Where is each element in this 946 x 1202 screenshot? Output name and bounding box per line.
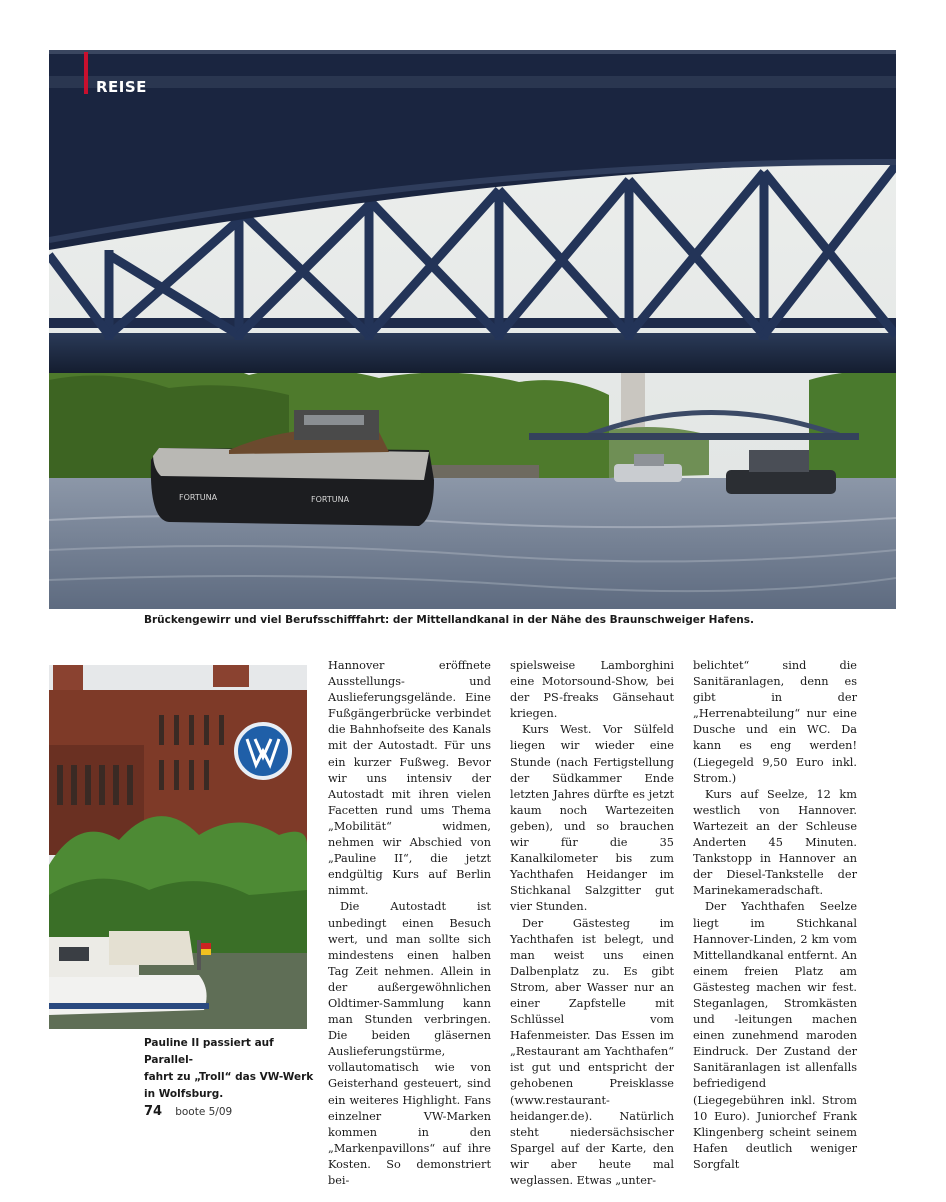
paragraph: belichtet“ sind die Sanitäranlagen, denn es gibt in der „Herrenabteilung“ nur eine Dusche und ein WC. Da kann es eng werden! (Liegegeld 9,50 Euro inkl. Strom.) (693, 659, 857, 785)
paragraph: Kurs auf Seelze, 12 km westlich von Hannover. Wartezeit an der Schleuse Anderten 45 Minuten. Tankstopp in Hannover an der Diesel-Tankstelle der Marinekameradschaft. (693, 787, 857, 898)
barge-name-stern: FORTUNA (311, 495, 350, 504)
magazine-issue: boote 5/09 (175, 1106, 233, 1118)
page-number: 74 (144, 1104, 163, 1119)
text-column-3 (693, 658, 857, 1173)
side-caption-line: fahrt zu „Troll“ das VW-Werk (144, 1071, 314, 1083)
main-photo (49, 50, 896, 609)
side-photo-caption (144, 1035, 314, 1103)
section-tag (84, 50, 164, 96)
page-footer (144, 1100, 232, 1119)
side-caption-line: in Wolfsburg. (144, 1088, 224, 1100)
paragraph: Die Autostadt ist unbedingt einen Besuch wert, und man sollte sich mindestens einen halben Tag Zeit nehmen. Allein in der außergewöhnlichen Oldtimer-Sammlung kann man Stunden verbringen. Die beiden gläsernen Auslieferungstürme, vollautomatisch wie von Geisterhand gesteuert, sind ein weiteres Highlight. Fans einzelner VW-Marken kommen in den „Markenpavillons“ auf ihre Kosten. So demonstriert bei- (328, 900, 491, 1187)
paragraph: spielsweise Lamborghini eine Motorsound-Show, bei der PS-freaks Gänsehaut kriegen. (510, 659, 674, 721)
paragraph: Hannover eröffnete Ausstellungs- und Auslieferungsgelände. Eine Fußgängerbrücke verbindet die Bahnhofseite des Kanals mit der Autostadt. Für uns ein kurzer Fußweg. Bevor wir uns intensiv der Autostadt mit ihren vielen Facetten rund ums Thema „Mobilität“ widmen, nehmen wir Abschied von „Pauline II“, die jetzt endgültig Kurs auf Berlin nimmt. (328, 659, 491, 898)
text-column-2 (510, 658, 674, 1189)
main-photo-caption: Brückengewirr und viel Berufsschifffahrt: der Mittellandkanal in der Nähe des Braunschweiger Hafens. (144, 614, 754, 626)
side-photo (49, 665, 307, 1029)
text-column-1 (328, 658, 491, 1189)
section-accent-bar (84, 52, 88, 94)
barge-name-bow: FORTUNA (179, 493, 218, 502)
paragraph: Der Gästesteg im Yachthafen ist belegt, und man weist uns einen Dalbenplatz zu. Es gibt Strom, aber Wasser nur an einer Zapfstelle mit Schlüssel vom Hafenmeister. Das Essen im „Restaurant am Yachthafen“ ist gut und entspricht der gehobenen Preisklasse (www.restaurant-heidanger.de). Natürlich steht niedersächsischer Spargel auf der Karte, den wir aber heute mal weglassen. Etwas „unter- (510, 916, 674, 1187)
section-label: REISE (96, 78, 147, 96)
paragraph: Der Yachthafen Seelze liegt im Stichkanal Hannover-Linden, 2 km vom Mittellandkanal entfernt. An einem freien Platz am Gästesteg machen wir fest. Steganlagen, Stromkästen und -leitungen machen einen zunehmend maroden Eindruck. Der Zustand der Sanitäranlagen ist allenfalls befriedigend (Liegegebühren inkl. Strom 10 Euro). Juniorchef Frank Klingenberg scheint seinem Hafen deutlich weniger Sorgfalt (693, 900, 857, 1171)
side-caption-line: Pauline II passiert auf Parallel- (144, 1037, 274, 1066)
paragraph: Kurs West. Vor Sülfeld liegen wir wieder eine Stunde (nach Fertigstellung der Südkammer Ende letzten Jahres dürfte es jetzt kaum noch Wartezeiten geben), und so brauchen wir für die 35 Kanalkilometer bis zum Yachthafen Heidanger im Stichkanal Salzgitter gut vier Stunden. (510, 723, 674, 914)
